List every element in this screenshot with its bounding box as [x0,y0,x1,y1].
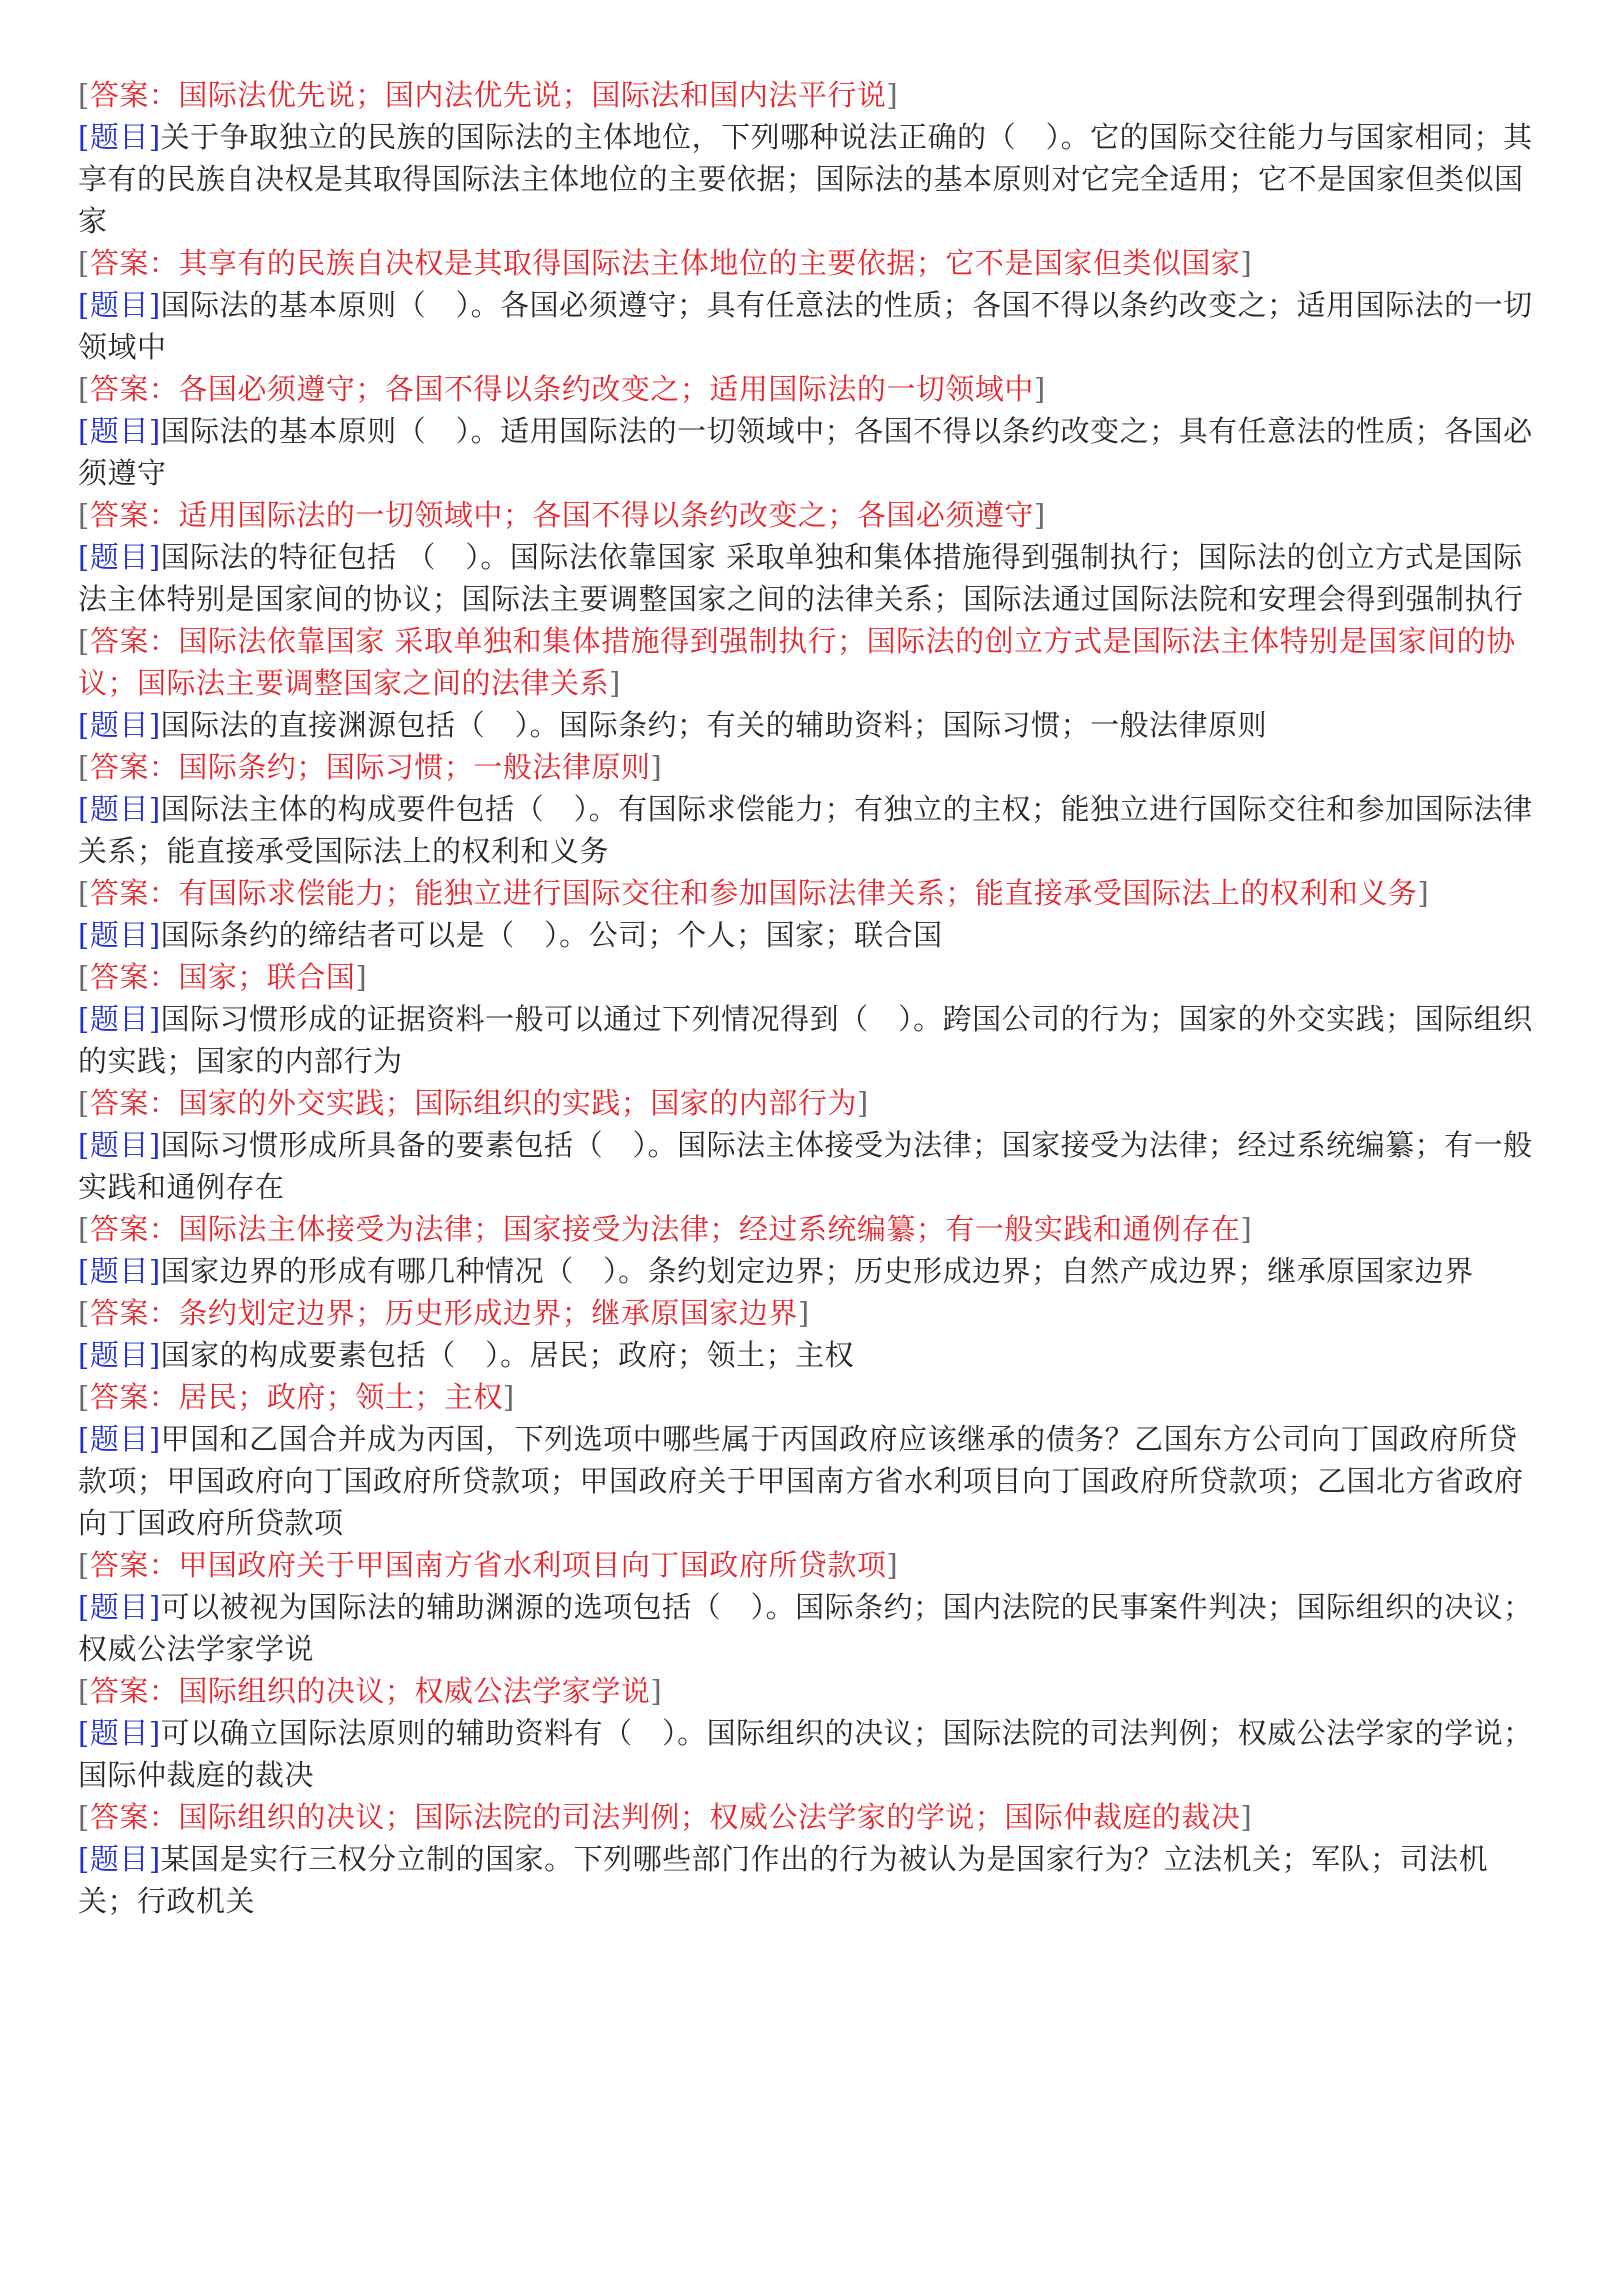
answer-line [78,1082,1535,1124]
answer-text: 甲国政府关于甲国南方省水利项目向丁国政府所贷款项 [178,1548,887,1582]
answer-text: 有国际求偿能力；能独立进行国际交往和参加国际法律关系；能直接承受国际法上的权利和义务 [178,876,1418,910]
answer-open-bracket: [答案： [78,750,179,784]
answer-text: 条约划定边界；历史形成边界；继承原国家边界 [178,1296,798,1330]
answer-close-bracket: ] [502,1380,515,1414]
question-text: 国家边界的形成有哪几种情况（ ）。条约划定边界；历史形成边界；自然产成边界；继承原国家边界 [160,1254,1474,1288]
question-tag: [题目] [78,1002,161,1036]
question-line [78,1712,1535,1796]
answer-text: 国际法主体接受为法律；国家接受为法律；经过系统编纂；有一般实践和通例存在 [178,1212,1241,1246]
answer-line [78,1670,1535,1712]
answer-open-bracket: [答案： [78,246,179,280]
qa-entry [78,1838,1535,1922]
qa-entry [78,536,1535,704]
question-line [78,1838,1535,1922]
qa-entry [78,1586,1535,1712]
question-text: 国际法的基本原则（ ）。适用国际法的一切领域中；各国不得以条约改变之；具有任意法的性质；各国必须遵守 [78,414,1533,490]
answer-close-bracket: ] [355,960,368,994]
question-line [78,116,1535,242]
answer-close-bracket: ] [797,1296,810,1330]
answer-line [78,1376,1535,1418]
answer-text: 国际条约；国际习惯；一般法律原则 [178,750,651,784]
question-text: 国际习惯形成的证据资料一般可以通过下列情况得到（ ）。跨国公司的行为；国家的外交实践；国际组织的实践；国家的内部行为 [78,1002,1533,1078]
qa-entry [78,116,1535,284]
answer-close-bracket: ] [1240,246,1253,280]
question-text: 甲国和乙国合并成为丙国，下列选项中哪些属于丙国政府应该继承的债务？乙国东方公司向丁国政府所贷款项；甲国政府向丁国政府所贷款项；甲国政府关于甲国南方省水利项目向丁国政府所贷款项；乙国北方省政府向丁国政府所贷款项 [78,1422,1524,1540]
qa-entry [78,788,1535,914]
question-tag: [题目] [78,1338,161,1372]
question-text: 国际法主体的构成要件包括（ ）。有国际求偿能力；有独立的主权；能独立进行国际交往和参加国际法律关系；能直接承受国际法上的权利和义务 [78,792,1533,868]
answer-close-bracket: ] [1033,372,1046,406]
question-text: 某国是实行三权分立制的国家。下列哪些部门作出的行为被认为是国家行为？立法机关；军队；司法机关；行政机关 [78,1842,1489,1918]
question-line [78,410,1535,494]
qa-entry [78,704,1535,788]
question-text: 关于争取独立的民族的国际法的主体地位，下列哪种说法正确的（ ）。它的国际交往能力与国家相同；其享有的民族自决权是其取得国际法主体地位的主要依据；国际法的基本原则对它完全适用；它不是国家但类似国家 [78,120,1533,238]
answer-line [78,74,1535,116]
question-line [78,1334,1535,1376]
answer-open-bracket: [答案： [78,498,179,532]
question-tag: [题目] [78,1128,161,1162]
qa-entry [78,1124,1535,1250]
question-tag: [题目] [78,540,161,574]
answer-close-bracket: ] [886,1548,899,1582]
question-line [78,788,1535,872]
answer-line [78,1208,1535,1250]
answer-close-bracket: ] [650,750,663,784]
question-text: 可以被视为国际法的辅助渊源的选项包括（ ）。国际条约；国内法院的民事案件判决；国际组织的决议；权威公法学家学说 [78,1590,1533,1666]
question-tag: [题目] [78,288,161,322]
answer-close-bracket: ] [886,78,899,112]
qa-entry [78,284,1535,410]
answer-open-bracket: [答案： [78,1800,179,1834]
answer-line [78,746,1535,788]
answer-line [78,494,1535,536]
question-tag: [题目] [78,708,161,742]
answer-text: 国际组织的决议；权威公法学家学说 [178,1674,651,1708]
qa-list [78,74,1535,1922]
question-tag: [题目] [78,414,161,448]
answer-open-bracket: [答案： [78,960,179,994]
question-text: 国际法的直接渊源包括（ ）。国际条约；有关的辅助资料；国际习惯；一般法律原则 [160,708,1268,742]
qa-entry [78,410,1535,536]
answer-line [78,1292,1535,1334]
qa-entry [78,1250,1535,1334]
answer-close-bracket: ] [650,1674,663,1708]
answer-open-bracket: [答案： [78,1674,179,1708]
question-text: 国际条约的缔结者可以是（ ）。公司；个人；国家；联合国 [160,918,943,952]
answer-open-bracket: [答案： [78,1380,179,1414]
answer-text: 国际法依靠国家 采取单独和集体措施得到强制执行；国际法的创立方式是国际法主体特别是国家间的协议；国际法主要调整国家之间的法律关系 [78,624,1516,700]
answer-text: 国家；联合国 [178,960,356,994]
question-line [78,914,1535,956]
question-line [78,284,1535,368]
answer-open-bracket: [答案： [78,624,179,658]
question-line [78,1418,1535,1544]
question-tag: [题目] [78,1590,161,1624]
qa-entry [78,998,1535,1124]
question-line [78,536,1535,620]
question-line [78,704,1535,746]
answer-close-bracket: ] [609,666,621,700]
answer-close-bracket: ] [1240,1212,1253,1246]
question-line [78,998,1535,1082]
answer-close-bracket: ] [856,1086,869,1120]
answer-open-bracket: [答案： [78,372,179,406]
answer-close-bracket: ] [1417,876,1430,910]
qa-entry [78,1334,1535,1418]
question-text: 国际习惯形成所具备的要素包括（ ）。国际法主体接受为法律；国家接受为法律；经过系统编纂；有一般实践和通例存在 [78,1128,1533,1204]
answer-text: 国家的外交实践；国际组织的实践；国家的内部行为 [178,1086,857,1120]
answer-line [78,1544,1535,1586]
answer-open-bracket: [答案： [78,1086,179,1120]
qa-entry [78,74,1535,116]
question-tag: [题目] [78,1254,161,1288]
qa-entry [78,1418,1535,1586]
answer-open-bracket: [答案： [78,1212,179,1246]
question-tag: [题目] [78,792,161,826]
question-tag: [题目] [78,120,161,154]
answer-text: 其享有的民族自决权是其取得国际法主体地位的主要依据；它不是国家但类似国家 [178,246,1241,280]
question-line [78,1586,1535,1670]
question-text: 国家的构成要素包括（ ）。居民；政府；领土；主权 [160,1338,855,1372]
answer-text: 国际组织的决议；国际法院的司法判例；权威公法学家的学说；国际仲裁庭的裁决 [178,1800,1241,1834]
answer-line [78,872,1535,914]
qa-entry [78,914,1535,998]
question-tag: [题目] [78,1716,161,1750]
question-tag: [题目] [78,1422,161,1456]
answer-open-bracket: [答案： [78,876,179,910]
question-tag: [题目] [78,918,161,952]
answer-close-bracket: ] [1240,1800,1253,1834]
answer-text: 各国必须遵守；各国不得以条约改变之；适用国际法的一切领域中 [178,372,1034,406]
answer-open-bracket: [答案： [78,1296,179,1330]
answer-line [78,620,1535,704]
answer-open-bracket: [答案： [78,78,179,112]
question-line [78,1250,1535,1292]
answer-open-bracket: [答案： [78,1548,179,1582]
answer-line [78,368,1535,410]
qa-entry [78,1712,1535,1838]
question-text: 可以确立国际法原则的辅助资料有（ ）。国际组织的决议；国际法院的司法判例；权威公法学家的学说；国际仲裁庭的裁决 [78,1716,1533,1792]
question-text: 国际法的特征包括 （ ）。国际法依靠国家 采取单独和集体措施得到强制执行；国际法的创立方式是国际法主体特别是国家间的协议；国际法主要调整国家之间的法律关系；国际法通过国际法院和安理会得到强制执行 [78,540,1524,616]
answer-line [78,242,1535,284]
answer-line [78,956,1535,998]
answer-text: 国际法优先说；国内法优先说；国际法和国内法平行说 [178,78,887,112]
question-line [78,1124,1535,1208]
question-tag: [题目] [78,1842,161,1876]
answer-text: 适用国际法的一切领域中；各国不得以条约改变之；各国必须遵守 [178,498,1034,532]
answer-text: 居民；政府；领土；主权 [178,1380,503,1414]
question-text: 国际法的基本原则（ ）。各国必须遵守；具有任意法的性质；各国不得以条约改变之；适用国际法的一切领域中 [78,288,1533,364]
answer-line [78,1796,1535,1838]
answer-close-bracket: ] [1033,498,1046,532]
